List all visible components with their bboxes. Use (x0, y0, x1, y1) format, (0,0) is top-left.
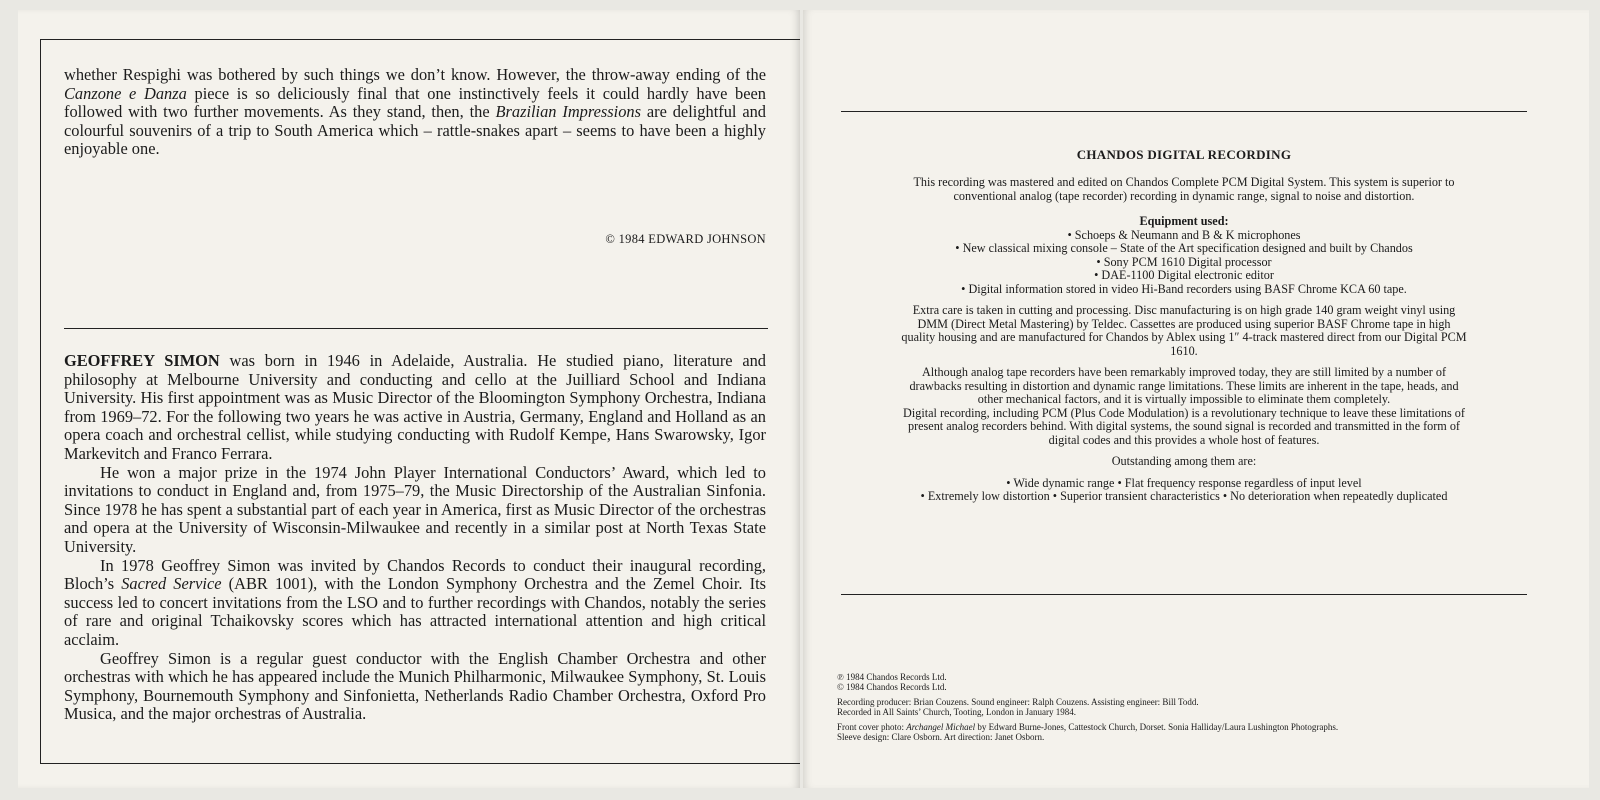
top-rule (841, 111, 1527, 112)
equipment-item: • Schoeps & Neumann and B & K microphones (1067, 227, 1301, 242)
essay-conclusion (64, 66, 766, 159)
features-line-2: • Extremely low distortion • Superior transient characteristics • No deterioration when repeatedly duplicated (920, 489, 1448, 503)
essay-copyright: © 1984 EDWARD JOHNSON (605, 232, 766, 246)
cutting-paragraph: Extra care is taken in cutting and processing. Disc manufacturing is on high grade 140 gram weight vinyl using DMM (Direct Metal Mastering) by Teldec. Cassettes are produced using superior BASF Chrome tape in high quality housing and are manufactured for Chandos by Ablex using 1″ 4-track mastered direct from our Digital PCM 1610. (901, 303, 1467, 358)
recording-info (901, 176, 1467, 504)
outstanding-heading: Outstanding among them are: (1111, 454, 1257, 468)
intro-paragraph: This recording was mastered and edited on Chandos Complete PCM Digital System. This system is superior to conventional analog (tape recorder) recording in dynamic range, signal to noise and distortion. (913, 175, 1455, 203)
equipment-item: • DAE-1100 Digital electronic editor (1094, 268, 1274, 282)
recording-title: CHANDOS DIGITAL RECORDING (1076, 147, 1292, 162)
equipment-item: • Sony PCM 1610 Digital processor (1096, 254, 1272, 269)
bio-paragraph-1: GEOFFREY SIMON was born in 1946 in Adelaide, Australia. He studied piano, literature and philosophy at Melbourne University and conducting and cello at the Juilliard School and Indiana University. His first appointment was as Music Director of the Bloomington Symphony Orchestra, Indiana from 1969–72. For the following two years he was active in Austria, Germany, England and Holland as an opera coach and orchestral cellist, while studying conducting with Rudolf Kempe, Hans Swarowsky, Igor Markevitch and Franco Ferrara. (64, 351, 766, 463)
digital-paragraph: Digital recording, including PCM (Plus Code Modulation) is a revolutionary technique to leave these limitations of present analog recorders behind. With digital systems, the sound signal is recorded and transmitted in the form of digital codes and this provides a whole host of features. (903, 405, 1465, 447)
features-line-1: • Wide dynamic range • Flat frequency response regardless of input level (1006, 475, 1362, 490)
analog-paragraph: Although analog tape recorders have been remarkably improved today, they are still limited by a number of drawbacks resulting in distortion and dynamic range limitations. These limits are inherent in the tape, heads, and other mechanical factors, and it is virtually impossible to eliminate them completely. (909, 365, 1459, 406)
bio-paragraph-2: He won a major prize in the 1974 John Player International Conductors’ Award, which led to invitations to conduct in England and, from 1975–79, the Music Directorship of the Australian Sinfonia. Since 1978 he has spent a substantial part of each year in America, first as Music Director of the orchestras and opera at the University of Wisconsin-Milwaukee and recently in a similar post at North Texas State University. (64, 462, 766, 556)
essay-paragraph: whether Respighi was bothered by such things we don’t know. However, the throw-away ending of the Canzone e Danza piece is so deliciously final that one instinctively feels it could hardly have been followed with two further movements. As they stand, then, the Brazilian Impressions are delightful and colourful souvenirs of a trip to South America which – rattle-snakes apart – seems to have been a highly enjoyable one. (64, 65, 767, 159)
bio-paragraph-4: Geoffrey Simon is a regular guest conductor with the English Chamber Orchestra and other orchestras with which he has appeared include the Munich Philharmonic, Milwaukee Symphony, St. Louis Symphony, Bournemouth Symphony and Sinfonietta, Netherlands Radio Chamber Orchestra, Oxford Pro Musica, and the major orchestras of Australia. (64, 648, 766, 724)
credits-block (837, 672, 1477, 742)
left-page (18, 10, 800, 788)
bio-paragraph-3: In 1978 Geoffrey Simon was invited by Chandos Records to conduct their inaugural recording, Bloch’s Sacred Service (ABR 1001), with the London Symphony Orchestra and the Zemel Choir. Its success led to concert invitations from the LSO and to further recordings with Chandos, notably the series of rare and original Tchaikovsky scores which has attracted international attention and high critical acclaim. (64, 555, 767, 649)
equipment-heading: Equipment used: (1139, 214, 1229, 228)
conductor-biography (64, 352, 766, 724)
design-credit: Sleeve design: Clare Osborn. Art direction: Janet Osborn. (837, 732, 1045, 743)
equipment-list (901, 229, 1467, 297)
copyright-line: © 1984 Chandos Records Ltd. (837, 682, 947, 693)
conductor-name: GEOFFREY SIMON (64, 351, 220, 370)
phonogram-line: ℗ 1984 Chandos Records Ltd. (837, 672, 947, 682)
recording-location: Recorded in All Saints’ Church, Tooting, London in January 1984. (837, 707, 1077, 718)
equipment-item: • Digital information stored in video Hi-Band recorders using BASF Chrome KCA 60 tape. (961, 281, 1407, 296)
producer-credit: Recording producer: Brian Couzens. Sound engineer: Ralph Couzens. Assisting engineer: Bill Todd. (837, 696, 1199, 707)
right-page (803, 10, 1589, 788)
equipment-item: • New classical mixing console – State of the Art specification designed and built by Chandos (955, 241, 1413, 255)
cover-credit: Front cover photo: Archangel Michael by Edward Burne-Jones, Cattestock Church, Dorset. Sonia Halliday/Laura Lushington Photographs. (837, 721, 1339, 732)
section-divider (64, 328, 768, 329)
bottom-rule (841, 594, 1527, 595)
